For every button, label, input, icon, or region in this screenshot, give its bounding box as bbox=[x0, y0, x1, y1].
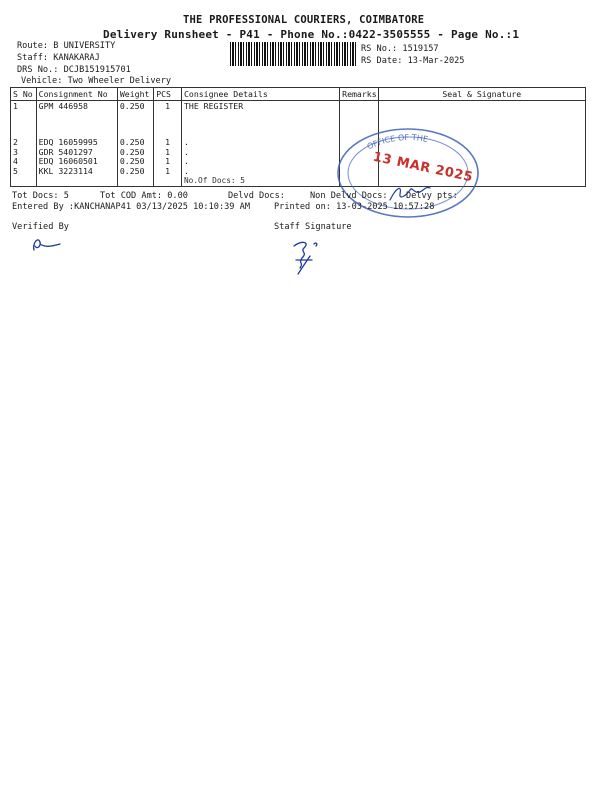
cell-consignment: KKL 3223114 bbox=[36, 167, 117, 177]
cell-pcs bbox=[154, 176, 182, 187]
table-row bbox=[11, 101, 586, 139]
cell-consignment: GPM 446958 bbox=[36, 101, 117, 139]
stamp-text: OFFICE OF THE bbox=[365, 132, 429, 152]
cell-weight bbox=[117, 176, 153, 187]
rs-date: RS Date: 13-Mar-2025 bbox=[361, 56, 465, 66]
col-seal: Seal & Signature bbox=[378, 88, 585, 101]
cell-consignment: EDQ 16060501 bbox=[36, 157, 117, 167]
cell-pcs: 1 bbox=[154, 167, 182, 177]
table-header-row bbox=[11, 88, 586, 101]
verifier-signature bbox=[28, 232, 62, 254]
cell-pcs: 1 bbox=[154, 101, 182, 139]
cell-sno: 2 bbox=[11, 138, 37, 148]
drs-number: DRS No.: DCJB151915701 bbox=[17, 65, 131, 75]
staff-signature bbox=[290, 238, 326, 278]
cell-details: . bbox=[181, 138, 339, 148]
table-row bbox=[11, 167, 586, 177]
staff-signature-label: Staff Signature bbox=[274, 222, 352, 232]
cell-weight: 0.250 bbox=[117, 167, 153, 177]
cell-sno: 1 bbox=[11, 101, 37, 139]
cell-consignment bbox=[36, 176, 117, 187]
barcode bbox=[230, 42, 356, 66]
rs-number: RS No.: 1519157 bbox=[361, 44, 439, 54]
cell-weight: 0.250 bbox=[117, 101, 153, 139]
verified-by-label: Verified By bbox=[12, 222, 69, 232]
runsheet-table bbox=[10, 87, 586, 187]
delivered-docs: Delvd Docs: bbox=[228, 191, 285, 201]
cell-sno: 5 bbox=[11, 167, 37, 177]
cell-weight: 0.250 bbox=[117, 157, 153, 167]
stamp-signature bbox=[386, 180, 432, 206]
cell-weight: 0.250 bbox=[117, 148, 153, 158]
cell-details: . bbox=[181, 157, 339, 167]
entered-by: Entered By :KANCHANAP41 03/13/2025 10:10:39 AM bbox=[12, 202, 250, 212]
col-details: Consignee Details bbox=[181, 88, 339, 101]
table-row bbox=[11, 138, 586, 148]
cell-sno: 3 bbox=[11, 148, 37, 158]
company-title: THE PROFESSIONAL COURIERS, COIMBATORE bbox=[183, 14, 425, 26]
vehicle-field: Vehicle: Two Wheeler Delivery bbox=[21, 76, 172, 86]
delivery-points: Delvy pts: bbox=[406, 191, 458, 201]
non-delivered-docs: Non Delvd Docs: bbox=[310, 191, 388, 201]
total-cod-amount: Tot COD Amt: 0.00 bbox=[100, 191, 188, 201]
cell-sno bbox=[11, 176, 37, 187]
cell-details: . bbox=[181, 148, 339, 158]
runsheet-title: Delivery Runsheet - P41 - Phone No.:0422-3505555 - Page No.:1 bbox=[103, 28, 520, 41]
col-weight: Weight bbox=[117, 88, 153, 101]
cell-details: THE REGISTER bbox=[181, 101, 339, 139]
svg-text:OFFICE OF THE bbox=[366, 133, 429, 151]
no-of-docs: No.Of Docs: 5 bbox=[181, 176, 339, 187]
col-remarks: Remarks bbox=[340, 88, 378, 101]
cell-sno: 4 bbox=[11, 157, 37, 167]
total-docs: Tot Docs: 5 bbox=[12, 191, 69, 201]
cell-pcs: 1 bbox=[154, 157, 182, 167]
staff-field: Staff: KANAKARAJ bbox=[17, 53, 100, 63]
cell-pcs: 1 bbox=[154, 148, 182, 158]
table-row bbox=[11, 157, 586, 167]
col-sno: S No bbox=[11, 88, 37, 101]
cell-details: . bbox=[181, 167, 339, 177]
cell-pcs: 1 bbox=[154, 138, 182, 148]
printed-on: Printed on: 13-03-2025 10:57:28 bbox=[274, 202, 435, 212]
col-consignment: Consignment No bbox=[36, 88, 117, 101]
cell-consignment: GDR 5401297 bbox=[36, 148, 117, 158]
stamp-date: 13 MAR 2025 bbox=[371, 149, 475, 186]
col-pcs: PCS bbox=[154, 88, 182, 101]
cell-consignment: EDQ 16059995 bbox=[36, 138, 117, 148]
table-row bbox=[11, 176, 586, 187]
route-field: Route: B UNIVERSITY bbox=[17, 41, 116, 51]
cell-weight: 0.250 bbox=[117, 138, 153, 148]
